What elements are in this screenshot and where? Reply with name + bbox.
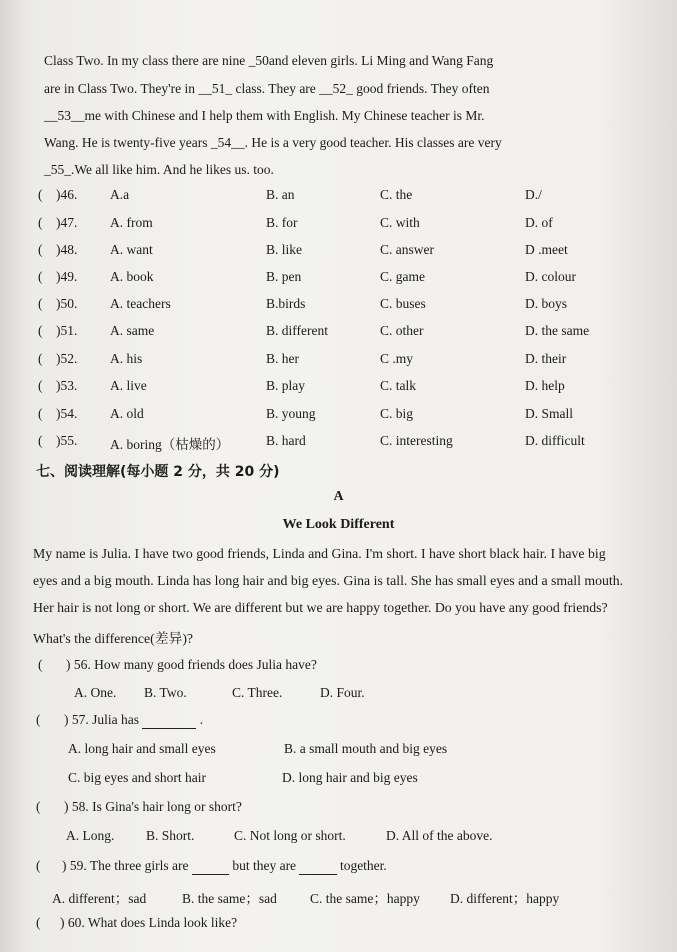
- option-c: C. interesting: [380, 433, 453, 448]
- option-d: D. different；happy: [450, 891, 560, 906]
- question-number: )53.: [56, 378, 78, 393]
- question-number: )46.: [56, 187, 78, 202]
- reading-question-57: [36, 712, 636, 732]
- answer-paren[interactable]: (: [38, 296, 43, 311]
- cloze-question-55: [38, 433, 638, 453]
- option-d: D. the same: [525, 323, 590, 338]
- option-c: C. big eyes and short hair: [68, 770, 206, 785]
- option-c: C. big: [380, 406, 414, 421]
- cloze-question-46: [38, 187, 638, 207]
- reading-options-58: [66, 828, 646, 848]
- option-a: A. Long.: [66, 828, 115, 843]
- reading-line-2: eyes and a big mouth. Linda has long hair and big eyes. Gina is tall. She has small eyes and a small mouth.: [33, 573, 624, 588]
- option-d: D. long hair and big eyes: [282, 770, 418, 785]
- option-b: B. pen: [266, 269, 302, 284]
- option-b: B. Short.: [146, 828, 195, 843]
- answer-paren[interactable]: (: [36, 799, 41, 814]
- option-c: C. the: [380, 187, 413, 202]
- reading-options-56: [74, 685, 634, 705]
- reading-options-57-row-2: [68, 770, 628, 790]
- question-stem: ) 59. The three girls are but they are together.: [62, 858, 387, 873]
- option-a: A. boring（枯燥的）: [110, 437, 230, 452]
- section-title: 七、阅读理解(每小题 2 分，共 20 分): [36, 464, 280, 480]
- answer-paren[interactable]: (: [38, 269, 43, 284]
- option-d: D. Small: [525, 406, 574, 421]
- passage-title: We Look Different: [282, 517, 395, 532]
- option-b: B. like: [266, 242, 302, 257]
- option-a: A.a: [110, 187, 130, 202]
- question-stem: ) 60. What does Linda look like?: [60, 915, 238, 930]
- option-a: A. teachers: [110, 296, 171, 311]
- answer-paren[interactable]: (: [36, 858, 41, 873]
- cloze-passage-line-4: Wang. He is twenty-five years _54__. He is a very good teacher. His classes are very: [44, 135, 502, 150]
- answer-paren[interactable]: (: [38, 187, 43, 202]
- cloze-question-50: [38, 296, 638, 316]
- answer-paren[interactable]: (: [36, 915, 41, 930]
- option-b: B. hard: [266, 433, 306, 448]
- option-a: A. One.: [74, 685, 117, 700]
- cloze-passage-line-3: __53__me with Chinese and I help them with English. My Chinese teacher is Mr.: [44, 108, 485, 123]
- option-a: A. live: [110, 378, 147, 393]
- answer-blank[interactable]: [299, 858, 336, 875]
- option-d: D. of: [525, 215, 553, 230]
- option-a: A. book: [110, 269, 154, 284]
- answer-paren[interactable]: (: [38, 406, 43, 421]
- option-c: C. game: [380, 269, 425, 284]
- reading-line-3: Her hair is not long or short. We are different but we are happy together. Do you have any good friends?: [33, 600, 608, 615]
- question-number: )50.: [56, 296, 78, 311]
- option-c: C .my: [380, 351, 414, 366]
- cloze-question-53: [38, 378, 638, 398]
- option-b: B. the same；sad: [182, 891, 277, 906]
- option-b: B. a small mouth and big eyes: [284, 741, 448, 756]
- answer-paren[interactable]: (: [38, 351, 43, 366]
- answer-paren[interactable]: (: [38, 378, 43, 393]
- option-d: D. boys: [525, 296, 568, 311]
- question-number: )47.: [56, 215, 78, 230]
- option-d: D. Four.: [320, 685, 365, 700]
- question-number: )55.: [56, 433, 78, 448]
- cloze-question-54: [38, 406, 638, 426]
- option-a: A. want: [110, 242, 153, 257]
- cloze-passage-line-2: are in Class Two. They're in __51_ class. They are __52_ good friends. They often: [44, 81, 490, 96]
- option-a: A. long hair and small eyes: [68, 741, 216, 756]
- option-d: D. All of the above.: [386, 828, 493, 843]
- option-c: C. Not long or short.: [234, 828, 346, 843]
- answer-paren[interactable]: (: [38, 657, 43, 672]
- question-stem: ) 56. How many good friends does Julia have?: [66, 657, 317, 672]
- option-b: B. Two.: [144, 685, 187, 700]
- option-b: B.birds: [266, 296, 306, 311]
- question-stem: ) 57. Julia has .: [64, 712, 204, 727]
- option-c: C. with: [380, 215, 420, 230]
- option-d: D./: [525, 187, 542, 202]
- option-d: D. their: [525, 351, 567, 366]
- option-c: C. buses: [380, 296, 426, 311]
- question-number: )52.: [56, 351, 78, 366]
- cloze-question-49: [38, 269, 638, 289]
- option-c: C. the same；happy: [310, 891, 420, 906]
- option-d: D. colour: [525, 269, 576, 284]
- question-number: )51.: [56, 323, 78, 338]
- reading-question-60: [36, 915, 636, 935]
- cloze-passage-line-1: Class Two. In my class there are nine _50and eleven girls. Li Ming and Wang Fang: [44, 53, 494, 68]
- cloze-question-47: [38, 215, 638, 235]
- reading-line-1: My name is Julia. I have two good friends, Linda and Gina. I'm short. I have short black hair. I have big: [33, 546, 606, 561]
- answer-paren[interactable]: (: [36, 712, 41, 727]
- reading-question-59: [36, 858, 636, 878]
- answer-blank[interactable]: [142, 712, 196, 729]
- option-a: A. from: [110, 215, 153, 230]
- option-b: B. young: [266, 406, 316, 421]
- answer-blank[interactable]: [192, 858, 229, 875]
- reading-question-58: [36, 799, 636, 819]
- question-number: )48.: [56, 242, 78, 257]
- answer-paren[interactable]: (: [38, 323, 43, 338]
- option-b: B. her: [266, 351, 299, 366]
- option-c: C. answer: [380, 242, 434, 257]
- question-number: )54.: [56, 406, 78, 421]
- reading-options-57-row-1: [68, 741, 628, 761]
- cloze-question-52: [38, 351, 638, 371]
- option-d: D. help: [525, 378, 565, 393]
- option-b: B. play: [266, 378, 305, 393]
- option-d: D. difficult: [525, 433, 585, 448]
- option-a: A. old: [110, 406, 144, 421]
- reading-options-59: [52, 887, 652, 907]
- option-a: A. same: [110, 323, 155, 338]
- passage-label: A: [333, 489, 344, 504]
- reading-question-56: [38, 657, 638, 677]
- cloze-question-48: [38, 242, 638, 262]
- option-c: C. other: [380, 323, 424, 338]
- question-stem: ) 58. Is Gina's hair long or short?: [64, 799, 242, 814]
- cloze-question-51: [38, 323, 638, 343]
- option-b: B. an: [266, 187, 295, 202]
- reading-line-4: What's the difference(差异)?: [33, 631, 194, 646]
- answer-paren[interactable]: (: [38, 215, 43, 230]
- question-number: )49.: [56, 269, 78, 284]
- answer-paren[interactable]: (: [38, 433, 43, 448]
- option-d: D .meet: [525, 242, 568, 257]
- option-c: C. talk: [380, 378, 416, 393]
- option-a: A. his: [110, 351, 143, 366]
- option-b: B. different: [266, 323, 328, 338]
- cloze-passage-line-5: _55_.We all like him. And he likes us. too.: [44, 162, 274, 177]
- option-b: B. for: [266, 215, 298, 230]
- option-c: C. Three.: [232, 685, 283, 700]
- option-a: A. different；sad: [52, 891, 147, 906]
- answer-paren[interactable]: (: [38, 242, 43, 257]
